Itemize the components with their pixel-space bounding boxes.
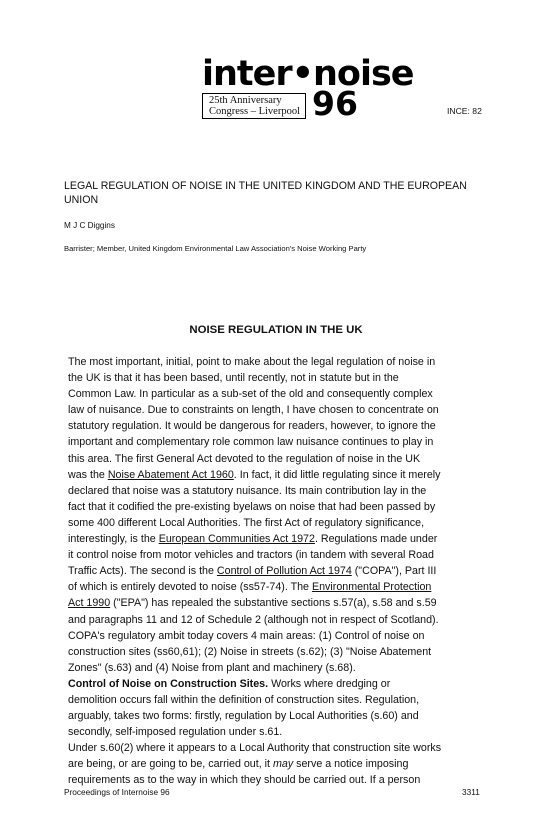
body-line: some 400 different Local Authorities. The first Act of regulatory significance, [68, 516, 425, 529]
body-line: it control noise from motor vehicles and tractors (in tandem with several Road [68, 549, 434, 562]
text-run: ("COPA"), Part III [351, 565, 437, 578]
body-line: Zones" (s.63) and (4) Noise from plant and machinery (s.68). [68, 661, 356, 674]
statute-reference: Noise Abatement Act 1960 [107, 468, 234, 481]
body-text [68, 354, 488, 789]
logo-wordmark: inter•noise [202, 54, 414, 94]
text-run: interestingly, is the [68, 533, 159, 546]
body-line: requirements as to the way in which they should be carried out. If a person [68, 774, 421, 787]
logo-line-2: Congress – Liverpool [209, 106, 300, 117]
body-line: important and complementary role common law nuisance continues to play in [68, 436, 434, 449]
logo-year: 96 [312, 84, 358, 123]
body-line: and paragraphs 11 and 12 of Schedule 2 (although not in respect of Scotland). [68, 613, 439, 626]
text-run: . Regulations made under [314, 533, 438, 546]
body-line: statutory regulation. It would be dangerous for readers, however, to ignore the [68, 420, 436, 433]
body-line: construction sites (ss60,61); (2) Noise in streets (s.62); (3) "Noise Abatement [68, 645, 432, 658]
body-line: Under s.60(2) where it appears to a Local Authority that construction site works [68, 742, 442, 755]
body-line [68, 595, 488, 611]
text-run: Traffic Acts). The second is the [68, 565, 217, 578]
logo-anniversary-box [202, 93, 306, 119]
body-line [68, 676, 488, 692]
statute-reference: Environmental Protection [311, 581, 432, 594]
paper-reference: INCE: 82 [447, 106, 482, 116]
body-line: COPA's regulatory ambit today covers 4 main areas: (1) Control of noise on [68, 629, 425, 642]
text-run: serve a notice imposing [293, 758, 409, 771]
statute-reference: Act 1990 [68, 597, 111, 610]
text-run: ("EPA") has repealed the substantive sections s.57(a), s.58 and s.59 [110, 597, 437, 610]
body-line: this area. The first General Act devoted to the regulation of noise in the UK [68, 452, 421, 465]
body-line: the UK is that it has been based, until recently, not in statute but in the [68, 372, 399, 385]
body-line [68, 531, 488, 547]
paper-title: LEGAL REGULATION OF NOISE IN THE UNITED KINGDOM AND THE EUROPEAN UNION [64, 180, 467, 206]
body-line [68, 467, 488, 483]
body-line: demolition occurs fall within the definition of construction sites. Regulation, [68, 693, 420, 706]
text-run: Works where dredging or [268, 677, 391, 690]
statute-reference: European Communities Act 1972 [158, 533, 315, 546]
body-line [68, 756, 488, 772]
statute-reference: Control of Pollution Act 1974 [216, 565, 352, 578]
body-line: The most important, initial, point to make about the legal regulation of noise in [68, 356, 436, 368]
body-line: Common Law. In particular as a sub-set of the old and consequently complex [68, 388, 433, 401]
body-line: declared that noise was a statutory nuisance. Its main contribution lay in the [68, 484, 427, 497]
author-affiliation: Barrister; Member, United Kingdom Environmental Law Association's Noise Working Party [64, 244, 367, 253]
text-run: . In fact, it did little regulating since it merely [233, 468, 441, 481]
section-heading: NOISE REGULATION IN THE UK [189, 324, 363, 336]
emphasis: may [272, 758, 294, 771]
body-line [68, 563, 488, 579]
footer-proceedings: Proceedings of Internoise 96 [64, 787, 170, 797]
text-run: of which is entirely devoted to noise (ss57-74). The [68, 581, 312, 594]
text-run: was the [68, 468, 108, 481]
text-run: are being, or are going to be, carried out, it [68, 758, 273, 771]
body-line: arguably, takes two forms: firstly, regulation by Local Authorities (s.60) and [68, 710, 419, 723]
body-line: secondly, self-imposed regulation under s.61. [68, 726, 283, 739]
body-line: law of nuisance. Due to constraints on length, I have chosen to concentrate on [68, 404, 439, 417]
body-line: fact that it codified the pre-existing byelaws on noise that had been passed by [68, 500, 436, 513]
author-line: M J C Diggins [64, 221, 115, 230]
conference-logo [196, 54, 414, 123]
page-number: 3311 [462, 787, 480, 797]
subsection-heading: Control of Noise on Construction Sites. [68, 677, 269, 690]
body-line [68, 579, 488, 595]
logo-line-1: 25th Anniversary [209, 95, 282, 106]
